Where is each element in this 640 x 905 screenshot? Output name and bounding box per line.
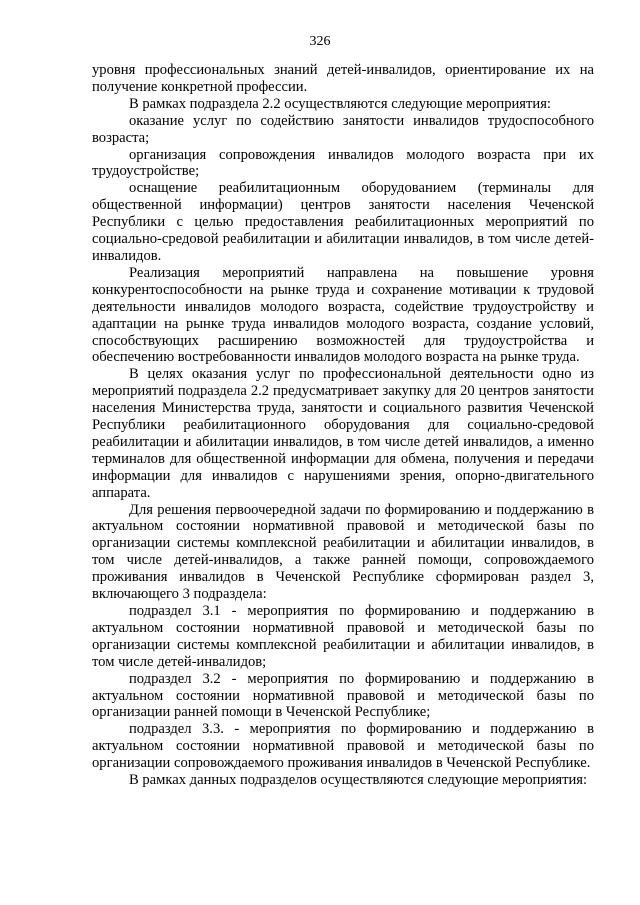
document-body <box>92 62 594 789</box>
paragraph-8: Для решения первоочередной задачи по формированию и поддержанию в актуальном состоянии нормативной правовой и методической базы по организации системы комплексной реабилитации и абилитации инвалидов, в том числе детей-инвалидов, а также ранней помощи, сопровождаемого проживания инвалидов в Чеченской Республике сформирован раздел 3, включающего 3 подраздела: <box>92 501 594 603</box>
paragraph-9: подраздел 3.1 - мероприятия по формированию и поддержанию в актуальном состоянии нормативной правовой и методической базы по организации системы комплексной реабилитации и абилитации инвалидов, в том числе детей-инвалидов; <box>92 603 594 670</box>
paragraph-10: подраздел 3.2 - мероприятия по формированию и поддержанию в актуальном состоянии нормативной правовой и методической базы по организации ранней помощи в Чеченской Республике; <box>92 670 594 721</box>
paragraph-7: В целях оказания услуг по профессиональной деятельности одно из мероприятий подраздела 2.2 предусматривает закупку для 20 центров занятости населения Министерства труда, занятости и социального развития Чеченской Республики реабилитационного оборудования для социально-средовой реабилитации и абилитации инвалидов, в том числе детей инвалидов, а именно терминалов для общественной информации для обмена, получения и передачи информации для инвалидов с нарушениями зрения, опорно-двигательного аппарата. <box>92 366 594 501</box>
page-number: 326 <box>309 34 331 49</box>
paragraph-3: оказание услуг по содействию занятости инвалидов трудоспособного возраста; <box>92 112 594 146</box>
paragraph-11: подраздел 3.3. - мероприятия по формированию и поддержанию в актуальном состоянии нормативной правовой и методической базы по организации сопровождаемого проживания инвалидов в Чеченской Республике. <box>92 721 594 772</box>
paragraph-6: Реализация мероприятий направлена на повышение уровня конкурентоспособности на рынке труда и сохранение мотивации к трудовой деятельности инвалидов молодого возраста, содействие трудоустройству и адаптации на рынке труда инвалидов молодого возраста, создание условий, способствующих расширению возможностей для трудоустройства и обеспечению востребованности инвалидов молодого возраста на рынке труда. <box>92 264 594 366</box>
paragraph-4: организация сопровождения инвалидов молодого возраста при их трудоустройстве; <box>92 146 594 180</box>
paragraph-5: оснащение реабилитационным оборудованием (терминалы для общественной информации) центров занятости населения Чеченской Республики с целью предоставления реабилитационных мероприятий по социально-средовой реабилитации и абилитации инвалидов, в том числе детей-инвалидов. <box>92 180 594 264</box>
paragraph-2: В рамках подраздела 2.2 осуществляются следующие мероприятия: <box>129 95 551 112</box>
paragraph-1: уровня профессиональных знаний детей-инвалидов, ориентирование их на получение конкретной профессии. <box>92 62 594 95</box>
paragraph-12: В рамках данных подразделов осуществляются следующие мероприятия: <box>129 772 588 789</box>
